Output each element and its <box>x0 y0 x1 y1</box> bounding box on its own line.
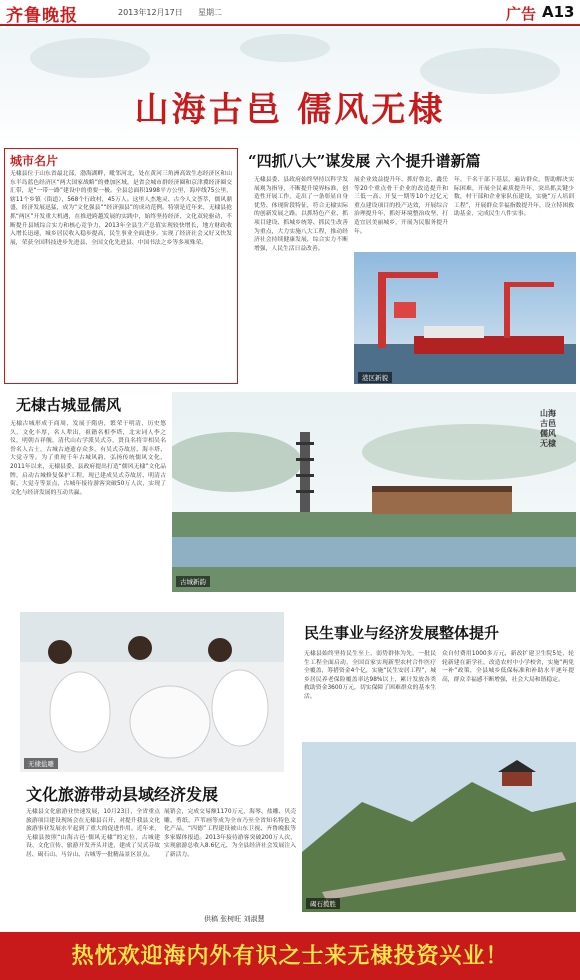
section3-col1: 无棣县始终坚持民生至上，弱势群体为先，一批民生工程全面启动，全国首家实现新型农村合作医疗全覆盖，筹措资金4个亿，实施“民生安居工程”，城乡居民养老保险覆盖率达98%以上，累计发放各类救助资金3600万元，切实保障了困难群众的基本生活。 <box>304 651 436 700</box>
footer-slogan: 热忱欢迎海内外有识之士来无棣投资兴业！ <box>71 943 509 969</box>
section4-col2: 展销会，完成交易额1170万元，海琴、盐雕、贝壳雕、剪纸、芦苇画等成为全市乃至全省知名特色文化产品，“四德”工程建设被山东卫视、齐鲁晚报等多家媒体报道。2013年接待游客突破200万人次，实现旅游总收入8.6亿元，为全县经济社会发展注入了新活力。 <box>164 809 296 858</box>
painting-inscription: 山海古邑 儒风无棣 <box>540 408 556 448</box>
authors-line: 供稿 张树旺 刘淑慧 <box>204 915 265 923</box>
section3-col2: 众自付费用1000多万元，新改扩建卫生院5处，轮轮新建在新学社，改造农村中小学校舍，实施“两免一补”政策，全县城乡低保标准和补助水平逐年提高，群众幸福感不断增强，社会大局和谐稳定。 <box>442 651 574 683</box>
port-photo <box>354 252 576 384</box>
page-header <box>0 0 580 26</box>
section-label: 广告 <box>506 5 537 23</box>
section1-col3: 年，千名干部下基层，遍访群众，帮助解决实际困难，开展全民素质提升年，突出抓关键少数，村干部和企业家队伍建设，实施“万人培训工程”，开展群众幸福指数提升年，设立特困救助基金，完成民生八件实事。 <box>454 177 574 218</box>
section2-text: 无棣古城形成于商周，发展于隋唐，繁荣于明清，历史悠久，文化丰厚，名人辈出，祖籍名相李塔，北宋词人李之仪，明朝吉祥舰，清代山右学派吴式芬，贤良名将宰相吴名誉名人古士，古城古迹遗存众多，有吴式芬故居、海丰塔、大觉寺等。为了重现千年古城风韵，弘扬传统儒风文化，2011年以来，无棣县委、县政府提出打造“儒风无棣”文化品牌，启动古城修复保护工程，现已建成吴式芬故居、明清古街、大觉寺等景点，古城年接待游客突破50万人次，实现了文化与经济发展的互动共赢。 <box>10 421 166 496</box>
newspaper-logo: 齐鲁晚报 <box>6 6 78 26</box>
ancient-city-caption: 古城新韵 <box>176 576 210 587</box>
cloud-decoration <box>30 38 150 78</box>
jieshi-caption: 碣石揽胜 <box>306 898 340 909</box>
salt-sculpture-photo <box>20 612 284 772</box>
section4-col1: 无棣县文化旅游业快速发展，10月23日，全省重点旅游项目建设现场会在无棣县召开，对提升我县文化旅游事业发展水平起到了重大的促进作用。近年来，无棣县按照“山海古邑·儒风无棣”的定位，古城建设、文化宣传、旅游开发齐头并进，建成了吴式芬故居、碣石山、马谷山、古城等一批精品景区景点。 <box>26 809 160 858</box>
ancient-city-photo <box>172 392 576 592</box>
city-card-title: 城市名片 <box>10 154 59 168</box>
issue-date: 2013年12月17日 <box>118 8 183 17</box>
section2-title: 无棣古城显儒风 <box>16 396 122 414</box>
jieshi-illustration <box>302 742 576 912</box>
city-card-text: 无棣县位于山东省最北部，渤海湖畔，毗邻河北，处在黄河三角洲高效生态经济区和山东半岛蓝色经济区“两大国家战略”的叠加区域，是省会城市群经济圈和京津冀经济圈交汇带，是“一带一路”建设中的重要一极。全县总面积1998平方公里，海岸线75公里，辖11个乡镇（街道），568个行政村，45万人。这里人杰地灵、古今人文荟萃，儒风鼎盛，经济发展迅猛，成为“文化强县”“经济强县”的成功范例。特别是近年来，无棣县抢抓“两区”开发重大机遇，在推进跨越发展的实践中，始终坚持经济、文化双轮驱动，不断提升县域综合实力和核心竞争力，2013年全县生产总值实现较快增长，地方财政收入增长迅速，城乡居民收入稳步提高，民生事业全面进步，实现了经济社会又好又快发展，荣获全国科技进步先进县、全国文化先进县、中国书法之乡等多项殊荣。 <box>10 171 232 246</box>
ancient-city-illustration <box>172 392 576 592</box>
section1-col2: 展企业效益提升年、抓好鲁北、鑫岳等20个重点骨干企业的改造提升和三低一高、开复一期等10个过亿元重点建设项目的投产达效，开展综合治理提升年，抓好环境整治攻坚，打造宜居美丽城乡，开展为民服务提升年。 <box>354 177 448 235</box>
banner-title: 山海古邑 儒风无棣 <box>134 90 446 130</box>
section4-title: 文化旅游带动县域经济发展 <box>26 785 219 804</box>
jieshi-photo <box>302 742 576 912</box>
section3-title: 民生事业与经济发展整体提升 <box>304 624 500 642</box>
port-illustration <box>354 252 576 384</box>
cloud-decoration <box>240 34 330 62</box>
port-photo-caption: 港区新貌 <box>358 372 392 383</box>
section1-col1: 无棣县委、县政府始终坚持以科学发展观为指导，不断提升境界标准，创造性开展工作，走出了一条彰显自身优势、体现阶段特征，符合无棣实际的创新发展之路。以抓特色产业、抓项目建设、抓城乡统筹、抓民生改善为重点，大力实施八大工程，推动经济社会持续健康发展，综合实力不断增强，人民生活日益改善。 <box>254 177 348 252</box>
issue-weekday: 星期二 <box>198 8 222 17</box>
section1-title: “四抓八大”谋发展 六个提升谱新篇 <box>248 152 481 170</box>
salt-sculpture-caption: 无棣盐雕 <box>24 758 58 769</box>
salt-sculpture-illustration <box>20 612 284 772</box>
page-number: A13 <box>542 3 575 21</box>
